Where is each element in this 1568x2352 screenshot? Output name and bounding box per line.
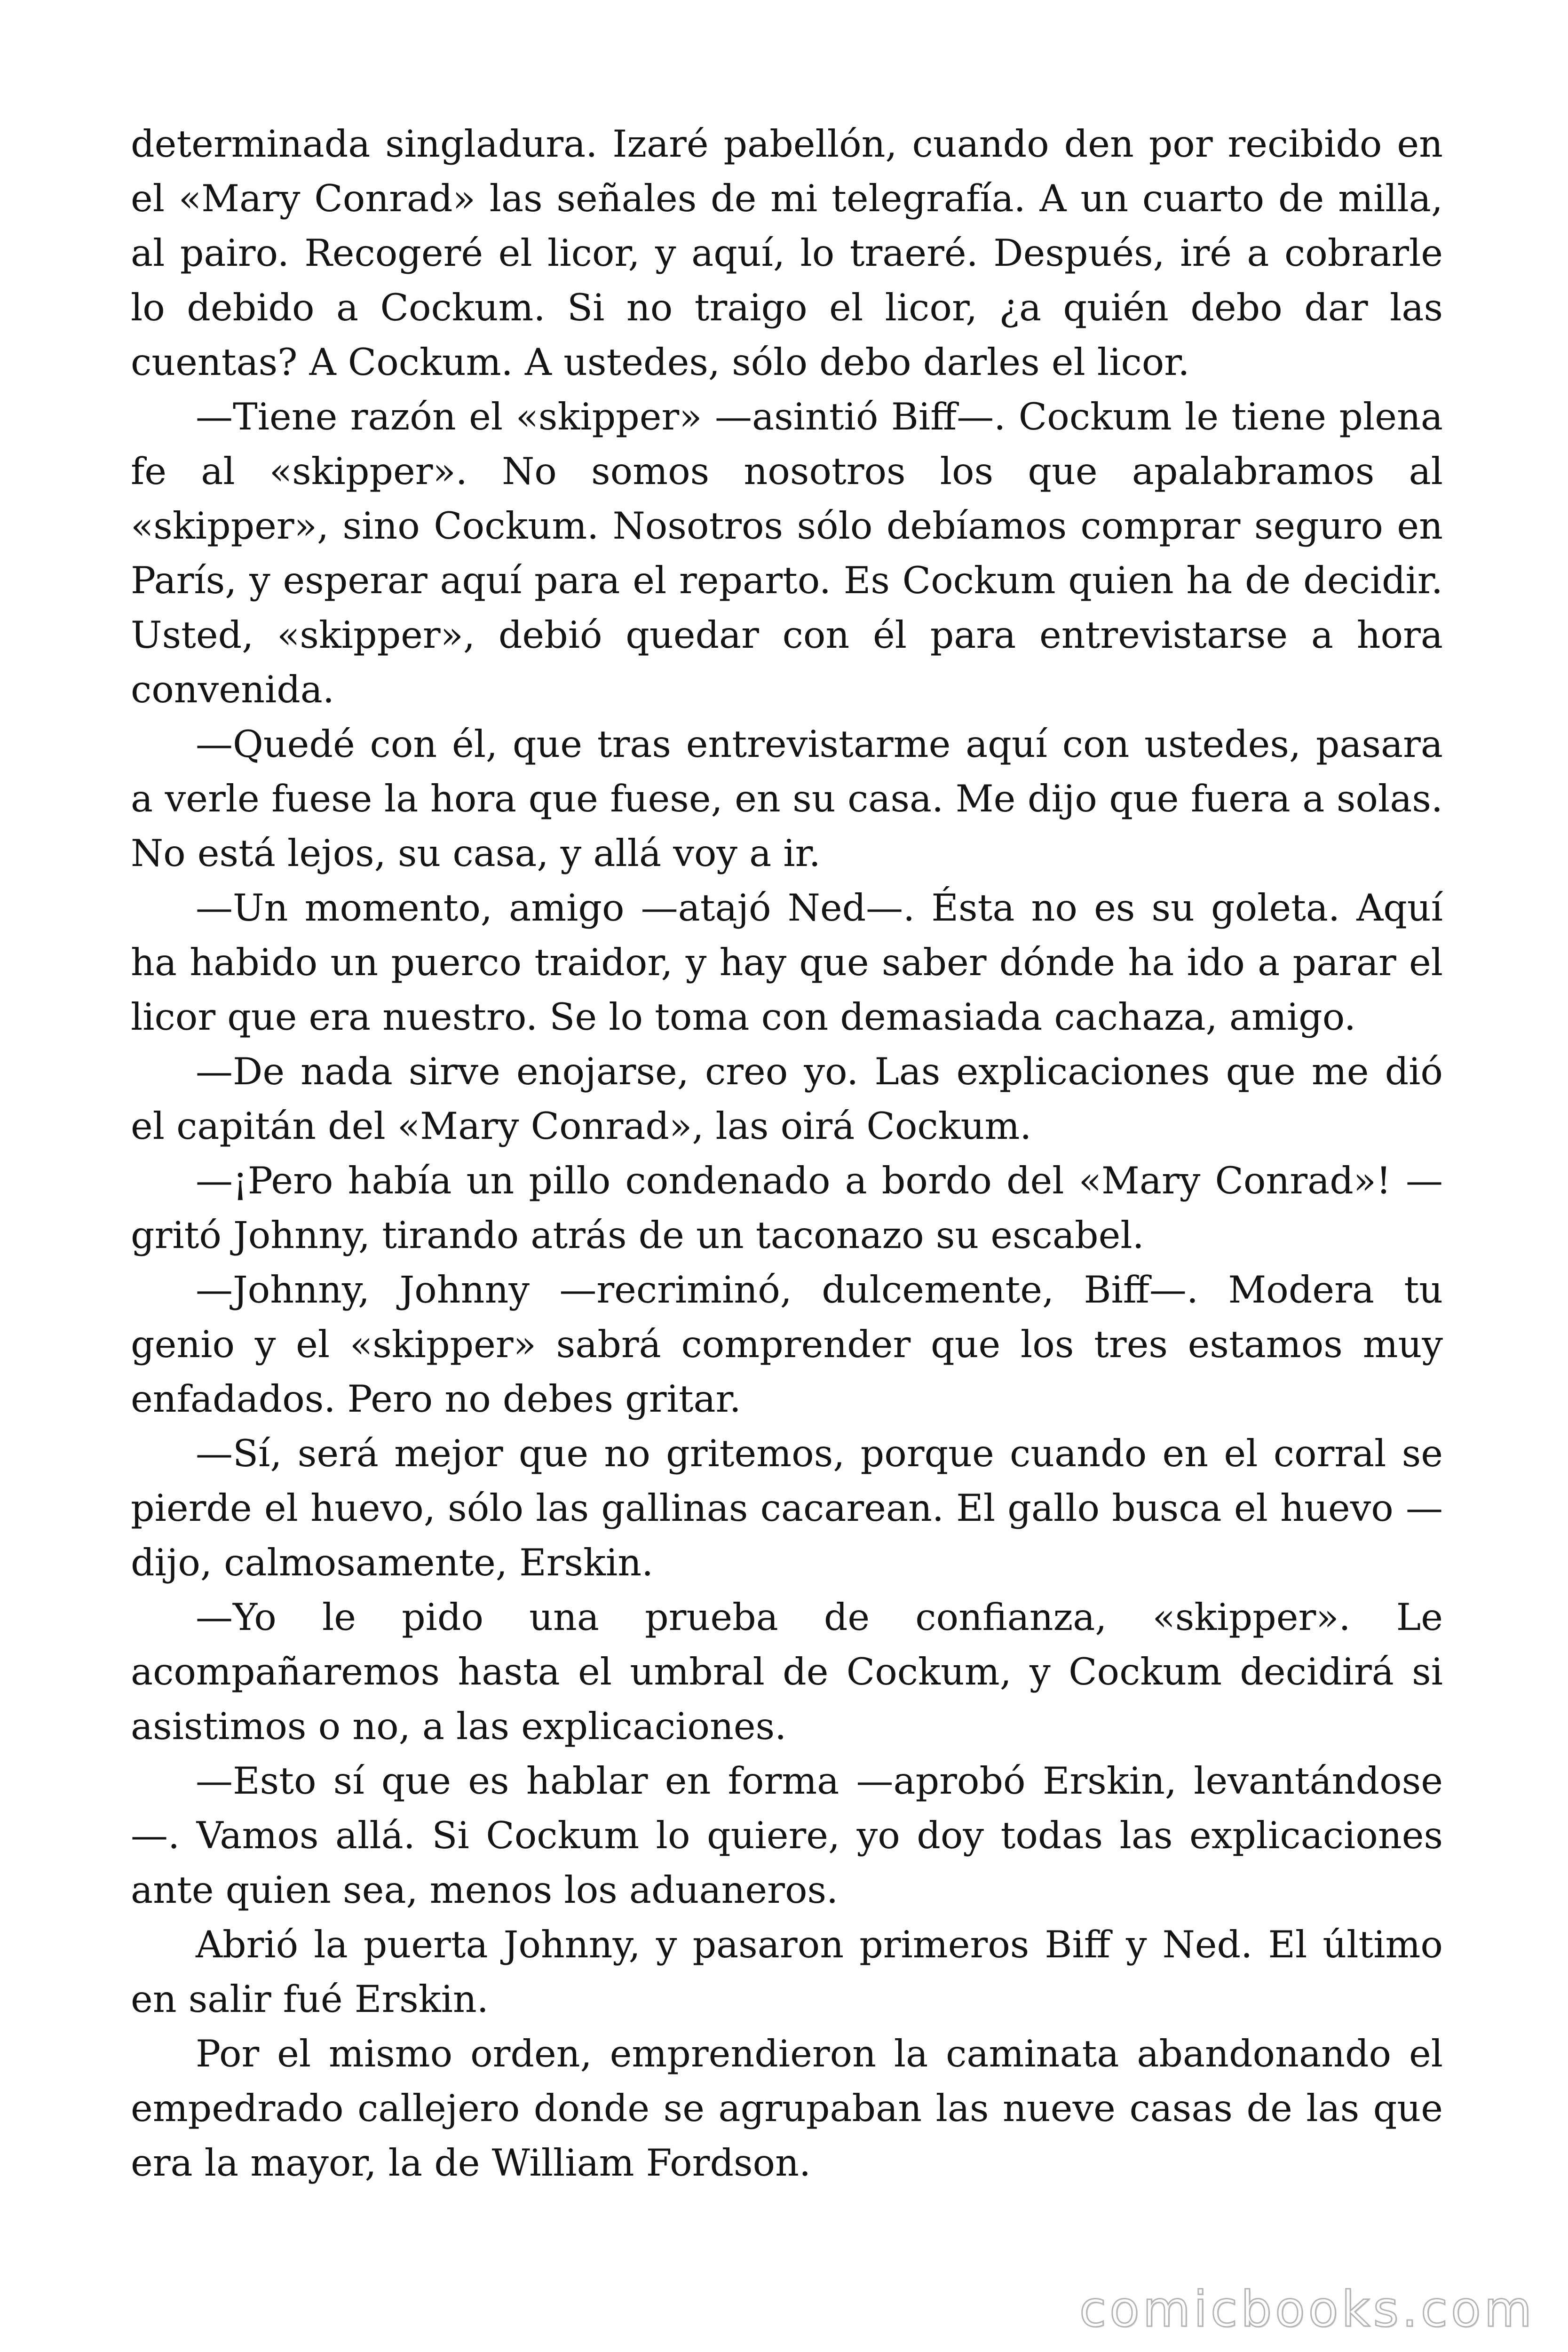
paragraph: —Tiene razón el «skipper» —asintió Biff—. Cockum le tiene plena fe al «skipper». No somos nosotros los que apalabramos al «skipper», sino Cockum. Nosotros sólo debíamos comprar seguro en París, y esperar aquí para el reparto. Es Cockum quien ha de decidir. Usted, «skipper», debió quedar con él para entrevistarse a hora convenida. [131, 395, 1443, 711]
paragraph: —Sí, será mejor que no gritemos, porque cuando en el corral se pierde el huevo, sólo las gallinas cacarean. El gallo busca el huevo —dijo, calmosamente, Erskin. [131, 1432, 1443, 1584]
paragraph: —¡Pero había un pillo condenado a bordo del «Mary Conrad»! —gritó Johnny, tirando atrás de un taconazo su escabel. [131, 1159, 1443, 1257]
body-text [131, 117, 1443, 2190]
paragraph: Abrió la puerta Johnny, y pasaron primeros Biff y Ned. El último en salir fué Erskin. [131, 1923, 1443, 2021]
paragraph: —Yo le pido una prueba de confianza, «skipper». Le acompañaremos hasta el umbral de Cockum, y Cockum decidirá si asistimos o no, a las explicaciones. [131, 1596, 1443, 1748]
watermark-text: comicbooks.com [1079, 2280, 1535, 2338]
paragraph: —Esto sí que es hablar en forma —aprobó Erskin, levantándose —. Vamos allá. Si Cockum lo quiere, yo doy todas las explicaciones ante quien sea, menos los aduaneros. [131, 1759, 1443, 1912]
paragraph: —Un momento, amigo —atajó Ned—. Ésta no es su goleta. Aquí ha habido un puerco traidor, y hay que saber dónde ha ido a parar el licor que era nuestro. Se lo toma con demasiada cachaza, amigo. [131, 886, 1443, 1039]
paragraph: —De nada sirve enojarse, creo yo. Las explicaciones que me dió el capitán del «Mary Conrad», las oirá Cockum. [131, 1050, 1443, 1148]
paragraph: Por el mismo orden, emprendieron la caminata abandonando el empedrado callejero donde se agrupaban las nueve casas de las que era la mayor, la de William Fordson. [131, 2032, 1443, 2185]
paragraph-continuation: determinada singladura. Izaré pabellón, cuando den por recibido en el «Mary Conrad» las señales de mi telegrafía. A un cuarto de milla, al pairo. Recogeré el licor, y aquí, lo traeré. Después, iré a cobrarle lo debido a Cockum. Si no traigo el licor, ¿a quién debo dar las cuentas? A Cockum. A ustedes, sólo debo darles el licor. [131, 122, 1443, 384]
paragraph: —Johnny, Johnny —recriminó, dulcemente, Biff—. Modera tu genio y el «skipper» sabrá comprender que los tres estamos muy enfadados. Pero no debes gritar. [131, 1268, 1443, 1421]
paragraph: —Quedé con él, que tras entrevistarme aquí con ustedes, pasara a verle fuese la hora que fuese, en su casa. Me dijo que fuera a solas. No está lejos, su casa, y allá voy a ir. [131, 723, 1443, 875]
